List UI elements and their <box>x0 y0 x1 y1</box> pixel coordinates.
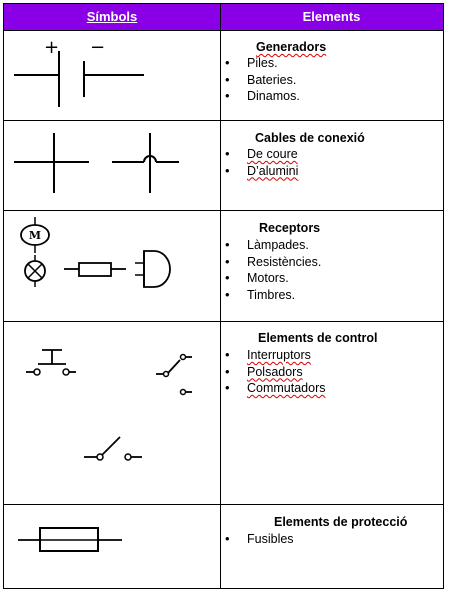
cable-symbols <box>4 121 220 210</box>
row-control <box>221 322 443 504</box>
list-item: • Timbres. <box>247 287 321 304</box>
row-protection <box>221 505 443 588</box>
items-list <box>247 347 326 397</box>
list-item: • Làmpades. <box>247 237 321 254</box>
table-header <box>4 4 443 31</box>
row-title: Cables de conexió <box>255 131 365 145</box>
row-cables <box>221 121 443 210</box>
list-item: • Interruptors <box>247 347 326 364</box>
header-elements: Elements <box>302 9 361 24</box>
control-symbols <box>4 322 220 504</box>
items-list <box>247 237 321 303</box>
row-title: Elements de control <box>258 331 378 345</box>
motor-label: M <box>28 229 42 242</box>
row-title: Elements de protecció <box>274 515 408 529</box>
list-item: • Commutadors <box>247 380 326 397</box>
row-receptors <box>221 211 443 321</box>
row-generators <box>221 31 443 120</box>
list-item: • D’alumini <box>247 163 298 180</box>
list-item: • Fusibles <box>247 531 294 548</box>
symbols-table <box>3 3 444 589</box>
generator-symbol <box>4 31 220 120</box>
header-symbols: Símbols <box>86 9 138 24</box>
receptor-symbols <box>4 211 220 321</box>
row-title: Generadors <box>256 40 327 54</box>
list-item: • Resistències. <box>247 254 321 271</box>
list-item: • Motors. <box>247 270 321 287</box>
fuse-symbol <box>4 505 220 588</box>
list-item: • Polsadors <box>247 364 326 381</box>
items-list <box>247 55 300 105</box>
minus-label: − <box>90 37 106 58</box>
list-item: • Piles. <box>247 55 300 72</box>
list-item: • De coure <box>247 146 298 163</box>
row-title: Receptors <box>259 221 321 235</box>
plus-label: + <box>44 37 60 58</box>
list-item: • Bateries. <box>247 72 300 89</box>
items-list <box>247 146 298 179</box>
list-item: • Dinamos. <box>247 88 300 105</box>
items-list <box>247 531 294 548</box>
